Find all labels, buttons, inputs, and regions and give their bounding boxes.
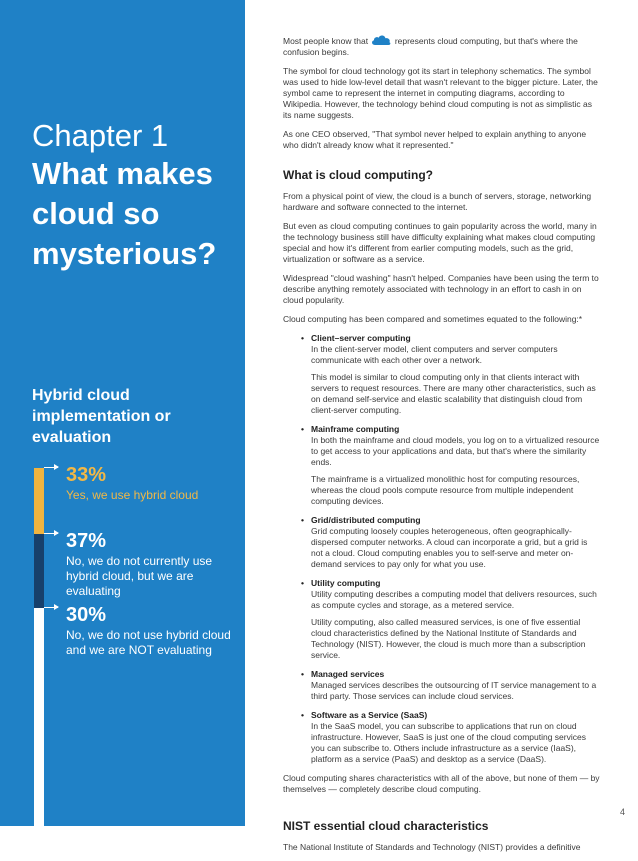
stat-bar-evaluating <box>34 534 44 608</box>
list-item <box>301 333 601 416</box>
list-item-text: The mainframe is a virtualized monolithic host for computing resources, whereas the cloud pools compute resource from multiple independent computing devices. <box>311 474 580 506</box>
list-item <box>301 424 601 507</box>
list-item-text: Managed services describes the outsourcing of IT service management to a third party. Those services can include cloud services. <box>311 680 597 701</box>
chapter-title: What makes cloud so mysterious? <box>32 156 217 271</box>
stat-bar-yes <box>34 468 44 534</box>
section-heading-nist: NIST essential cloud characteristics <box>283 819 489 833</box>
list-item-title: • Managed services <box>311 669 385 679</box>
list-item <box>301 578 601 661</box>
stat-description: No, we do not use hybrid cloud and we are NOT evaluating <box>66 628 231 657</box>
body-paragraph: Cloud computing shares characteristics with all of the above, but none of them — by themselves — completely describe cloud computing. <box>283 773 600 794</box>
body-paragraph: Widespread "cloud washing" hasn't helped. Companies have been using the term to describe anything remotely associated with technology in an effort to cash in on cloud popularity. <box>283 273 599 305</box>
stats-heading: Hybrid cloud implementation or evaluation <box>32 387 171 446</box>
list-item-text: Utility computing, also called measured services, is one of five essential cloud characteristics defined by the National Institute of Standards and Technology (NIST). However, the cloud is much more than a subscription service. <box>311 617 586 660</box>
body-paragraph: From a physical point of view, the cloud is a bunch of servers, storage, networking hardware and software connected to the internet. <box>283 191 592 212</box>
main-content <box>283 34 601 861</box>
list-item-text: In the SaaS model, you can subscribe to applications that run on cloud infrastructure. However, SaaS is just one of the cloud computing services you can subscribe to. Others include infrastructure as a service (IaaS), platform as a service (PaaS) and desktop as a service (DaaS). <box>311 721 586 764</box>
list-item-title: • Mainframe computing <box>311 424 400 434</box>
chapter-label: Chapter 1 <box>32 118 169 153</box>
page-number: 4 <box>620 807 626 817</box>
list-item-text: Grid computing loosely couples heterogeneous, often geographically-dispersed computer networks. A cloud can incorporate a grid, but a grid is not a cloud. Cloud computing enables you to self-serve and meter on-demand services to pay only for what you use. <box>311 526 588 569</box>
list-item-text: This model is similar to cloud computing only in that clients interact with servers to request resources. There are many other characteristics, such as on demand self-service and elastic scalability that distinguish cloud from client-server computing. <box>311 372 596 415</box>
intro-paragraph: The symbol for cloud technology got its start in telephony schematics. The symbol was used to hide low-level detail that wasn't relevant to the bigger picture. Later, the symbol came to represent the internet in computing diagrams, according to Wikipedia. However, the technology behind cloud computing is not as simplistic as its name suggests. <box>283 66 598 120</box>
stat-percent: 37% <box>66 530 107 552</box>
arrow-icon <box>44 607 58 608</box>
stat-percent: 33% <box>66 464 107 486</box>
list-item <box>301 669 601 702</box>
arrow-icon <box>44 467 58 468</box>
cloud-icon <box>370 34 392 46</box>
list-item-text: Utility computing describes a computing model that delivers resources, such as compute cycles and storage, as a metered service. <box>311 589 597 610</box>
body-paragraph: The National Institute of Standards and Technology (NIST) provides a definitive <box>283 842 581 852</box>
list-item-title: • Software as a Service (SaaS) <box>311 710 428 720</box>
list-item-title: • Utility computing <box>311 578 381 588</box>
sidebar-panel <box>0 0 245 826</box>
stat-item-yes <box>66 464 238 503</box>
section-heading-what-is: What is cloud computing? <box>283 168 433 182</box>
list-item <box>301 515 601 570</box>
stat-item-evaluating <box>66 530 238 599</box>
body-paragraph: But even as cloud computing continues to gain popularity across the world, many in the technology business still have difficulty explaining what makes cloud computing special and how it's different from earlier computing models, such as the grid, virtualization or software as a service. <box>283 221 597 264</box>
stat-description: Yes, we use hybrid cloud <box>66 488 199 502</box>
stat-percent: 30% <box>66 604 107 626</box>
body-paragraph: Cloud computing has been compared and sometimes equated to the following:* <box>283 314 583 324</box>
list-item <box>301 710 601 765</box>
list-item-text: In the client-server model, client computers and server computers communicate with each other over a network. <box>311 344 558 365</box>
stat-bar-not-evaluating <box>34 608 44 826</box>
stat-description: No, we do not currently use hybrid cloud, but we are evaluating <box>66 554 213 598</box>
list-item-title: • Client–server computing <box>311 333 411 343</box>
intro-paragraph: Most people know that represents cloud computing, but that's where the confusion begins. <box>283 36 578 57</box>
arrow-icon <box>44 533 58 534</box>
intro-paragraph: As one CEO observed, "That symbol never helped to explain anything to anyone who didn't already know what it represented." <box>283 129 587 150</box>
list-item-text: In both the mainframe and cloud models, you log on to a virtualized resource to get access to your applications and data, but that's where the similarity ends. <box>311 435 600 467</box>
list-item-title: • Grid/distributed computing <box>311 515 421 525</box>
stat-item-not-evaluating <box>66 604 238 658</box>
comparison-list <box>283 333 601 765</box>
